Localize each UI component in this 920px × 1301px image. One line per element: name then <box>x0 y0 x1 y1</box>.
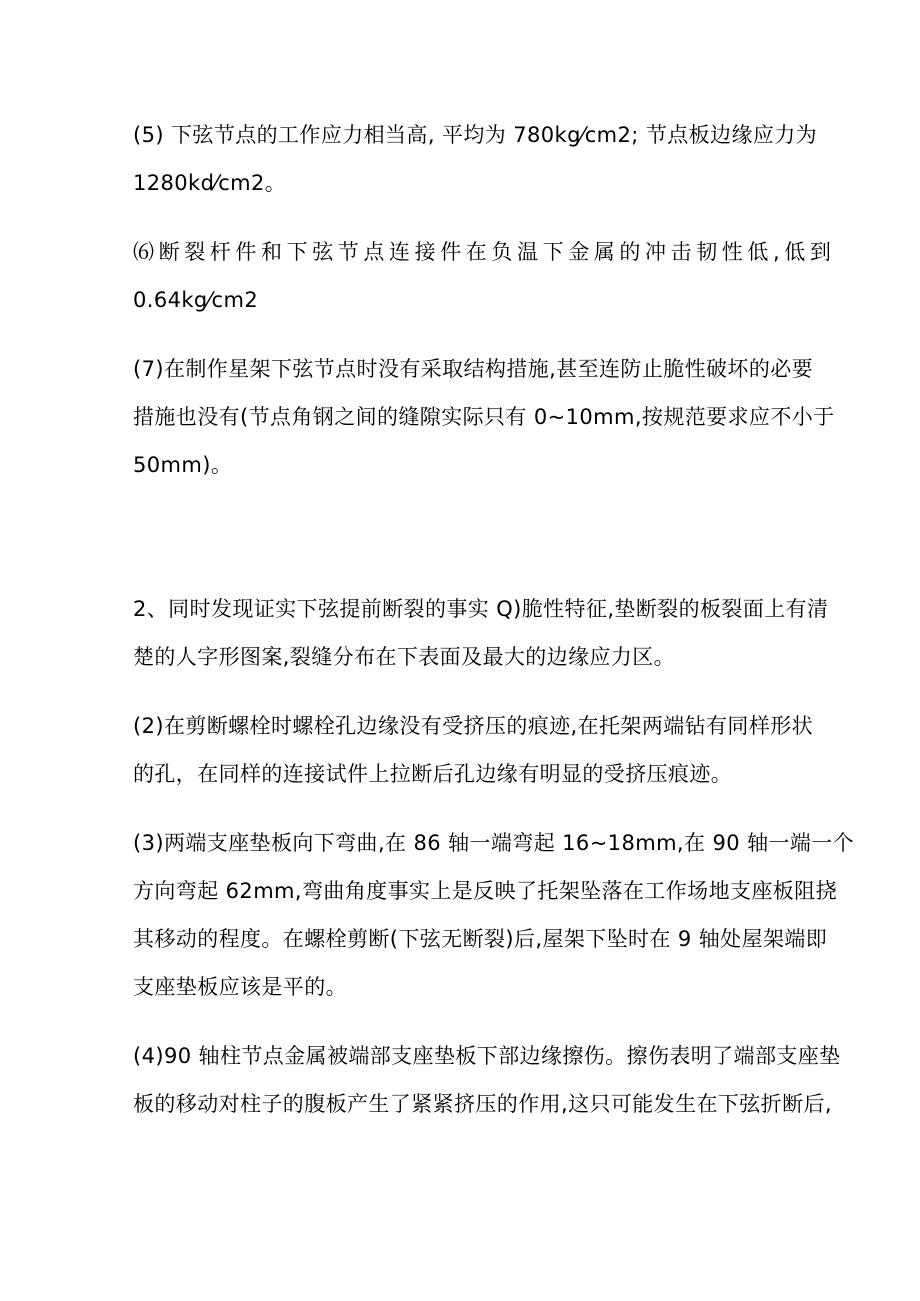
section-2-line-2: 楚的人字形图案,裂缝分布在下表面及最大的边缘应力区。 <box>133 645 676 669</box>
section-2-item-2-line-1: (2)在剪断螺栓时螺栓孔边缘没有受挤压的痕迹,在托架两端钻有同样形状 <box>133 714 814 738</box>
section-2-item-4-line-1: (4)90 轴柱节点金属被端部支座垫板下部边缘擦伤。擦伤表明了端部支座垫 <box>133 1044 841 1068</box>
paragraph-7-line-1: (7)在制作星架下弦节点时没有采取结构措施,甚至连防止脆性破坏的必要 <box>133 357 814 381</box>
section-2-item-3-line-1: (3)两端支座垫板向下弯曲,在 86 轴一端弯起 16~18mm,在 90 轴一端一个 <box>133 831 855 855</box>
section-2-item-3-line-4: 支座垫板应该是平的。 <box>133 975 347 999</box>
paragraph-5-line-2: 1280kd⁄cm2。 <box>133 171 287 195</box>
section-2-item-4-line-2: 板的移动对柱子的腹板产生了紧紧挤压的作用,这只可能发生在下弦折断后, <box>133 1092 832 1116</box>
section-2-line-1: 2、同时发现证实下弦提前断裂的事实 Q)脆性特征,垫断裂的板裂面上有清 <box>133 597 829 621</box>
paragraph-6-line-2: 0.64kg⁄cm2 <box>133 288 259 312</box>
paragraph-7-line-3: 50mm)。 <box>133 453 233 477</box>
paragraph-5-line-1: (5) 下弦节点的工作应力相当高, 平均为 780kg⁄cm2; 节点板边缘应力为 <box>133 123 818 147</box>
section-2-item-3-line-3: 其移动的程度。在螺栓剪断(下弦无断裂)后,屋架下坠时在 9 轴处屋架端即 <box>133 927 828 951</box>
section-2-item-3-line-2: 方向弯起 62mm,弯曲角度事实上是反映了托架坠落在工作场地支座板阻挠 <box>133 879 837 903</box>
section-2-item-2-line-2: 的孔，在同样的连接试件上拉断后孔边缘有明显的受挤压痕迹。 <box>133 762 733 786</box>
paragraph-6-line-1: ⑹断裂杆件和下弦节点连接件在负温下金属的冲击韧性低,低到 <box>133 240 836 264</box>
paragraph-7-line-2: 措施也没有(节点角钢之间的缝隙实际只有 0~10mm,按规范要求应不小于 <box>133 405 835 429</box>
